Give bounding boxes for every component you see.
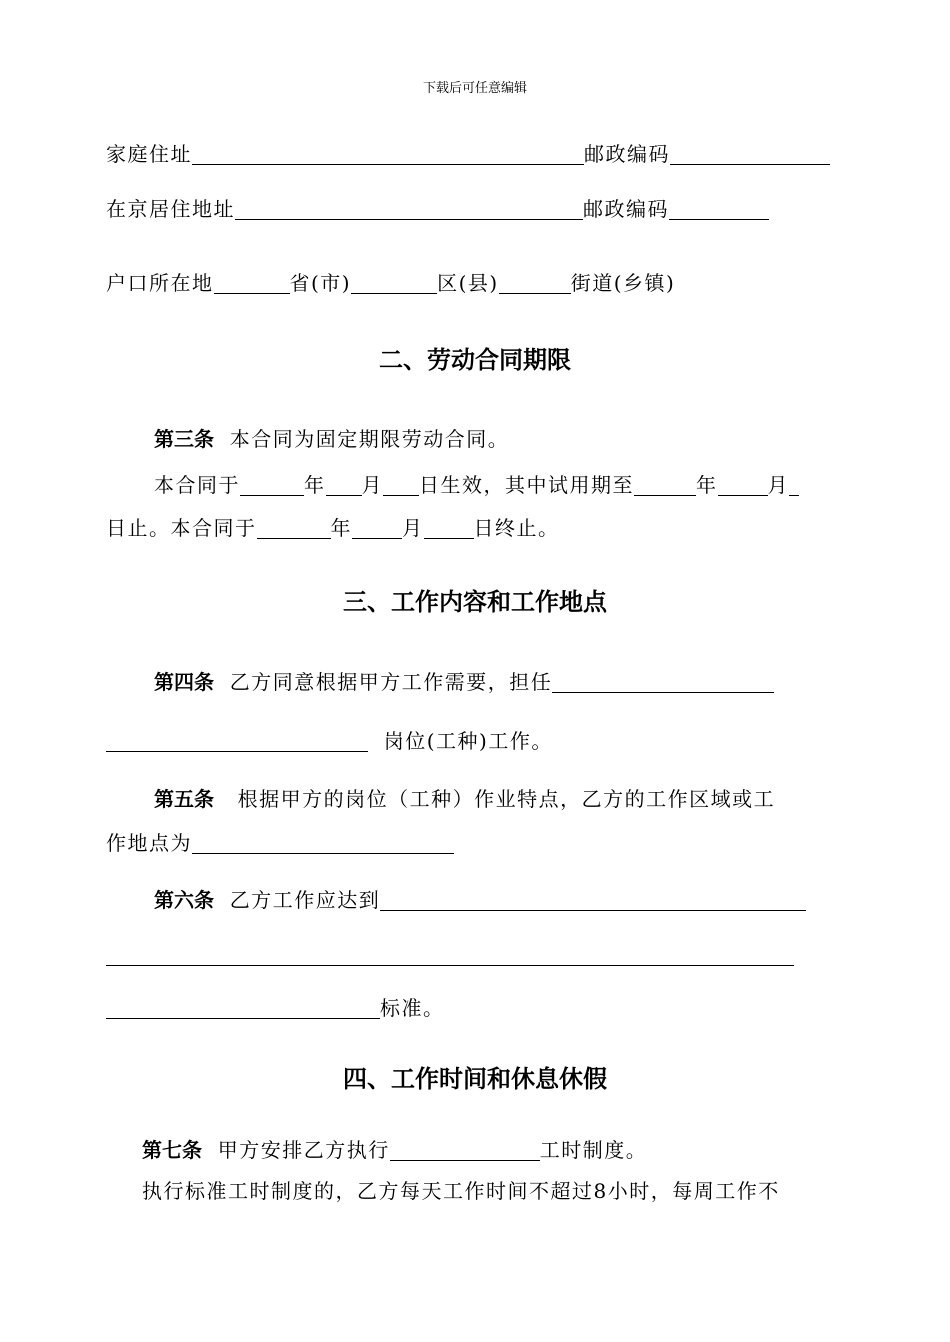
home-address-label: 家庭住址	[106, 142, 192, 166]
district-label: 区(县)	[437, 271, 499, 295]
home-address-line	[106, 141, 830, 167]
probation-year-blank[interactable]	[634, 475, 696, 496]
hukou-label: 户口所在地	[106, 271, 214, 295]
article-7-text: 甲方安排乙方执行	[217, 1138, 390, 1162]
probation-month-blank[interactable]	[718, 475, 768, 496]
section-title-contract-term: 二、劳动合同期限	[379, 346, 571, 374]
article-7-paragraph: 执行标准工时制度的，乙方每天工作时间不超过8小时，每周工作不	[142, 1179, 780, 1203]
article-5-label: 第五条	[154, 787, 214, 811]
article-4-text: 乙方同意根据甲方工作需要，担任	[229, 670, 553, 694]
beijing-address-label: 在京居住地址	[106, 197, 235, 221]
work-standard-blank[interactable]	[380, 890, 806, 911]
article-6-text: 乙方工作应达到	[229, 888, 381, 912]
month-label: 月	[361, 473, 383, 497]
article-4-tail-line	[106, 728, 553, 754]
effective-date-line	[154, 472, 799, 498]
work-standard-blank-3[interactable]	[106, 998, 380, 1019]
article-6-line	[154, 887, 806, 913]
article-5-line	[154, 786, 775, 812]
postcode-label: 邮政编码	[584, 142, 670, 166]
section-title-working-hours: 四、工作时间和休息休假	[343, 1065, 607, 1093]
postcode-blank-2[interactable]	[669, 199, 769, 220]
district-blank[interactable]	[351, 273, 437, 294]
section-title-work-content: 三、工作内容和工作地点	[343, 588, 607, 616]
postcode-blank[interactable]	[670, 144, 830, 165]
beijing-address-line	[106, 196, 769, 222]
article-7-label: 第七条	[142, 1138, 202, 1162]
effective-year-blank[interactable]	[240, 475, 304, 496]
home-address-blank[interactable]	[192, 144, 584, 165]
probation-day-blank[interactable]	[789, 475, 799, 496]
effective-suffix: 日生效，其中试用期至	[419, 473, 634, 497]
article-4-line	[154, 669, 774, 695]
article-3-line	[154, 426, 509, 452]
page-header-note: 下载后可任意编辑	[422, 81, 527, 96]
article-6-tail-line	[106, 995, 445, 1021]
month-label-2: 月	[767, 473, 789, 497]
year-label-3: 年	[330, 516, 352, 540]
position-blank[interactable]	[552, 672, 774, 693]
article-7-line	[142, 1137, 647, 1163]
article-3-label: 第三条	[154, 427, 214, 451]
year-label: 年	[304, 473, 326, 497]
working-hours-system-blank[interactable]	[390, 1140, 540, 1161]
work-location-blank[interactable]	[192, 833, 454, 854]
article-3-text: 本合同为固定期限劳动合同。	[229, 427, 510, 451]
effective-prefix: 本合同于	[154, 473, 240, 497]
province-label: 省(市)	[289, 271, 352, 295]
postcode-label-2: 邮政编码	[583, 197, 669, 221]
end-prefix: 日止。本合同于	[106, 516, 257, 540]
article-4-tail: 岗位(工种)工作。	[383, 729, 553, 753]
hukou-line	[106, 270, 675, 296]
month-label-3: 月	[402, 516, 424, 540]
beijing-address-blank[interactable]	[235, 199, 583, 220]
article-7-tail: 工时制度。	[539, 1138, 648, 1162]
end-month-blank[interactable]	[352, 518, 402, 539]
article-5-tail: 作地点为	[106, 831, 192, 855]
end-date-line	[106, 515, 560, 541]
effective-month-blank[interactable]	[326, 475, 362, 496]
street-blank[interactable]	[499, 273, 571, 294]
end-year-blank[interactable]	[257, 518, 331, 539]
effective-day-blank[interactable]	[383, 475, 419, 496]
position-blank-2[interactable]	[106, 731, 368, 752]
year-label-2: 年	[696, 473, 718, 497]
street-label: 街道(乡镇)	[570, 271, 676, 295]
article-5-tail-line	[106, 830, 454, 856]
end-day-blank[interactable]	[424, 518, 474, 539]
article-5-text: 根据甲方的岗位（工种）作业特点，乙方的工作区域或工	[237, 787, 776, 811]
end-suffix: 日终止。	[473, 516, 560, 540]
article-6-label: 第六条	[154, 888, 214, 912]
article-4-label: 第四条	[154, 670, 214, 694]
work-standard-blank-2[interactable]	[106, 965, 794, 966]
province-blank[interactable]	[214, 273, 290, 294]
article-6-tail: 标准。	[380, 996, 445, 1020]
